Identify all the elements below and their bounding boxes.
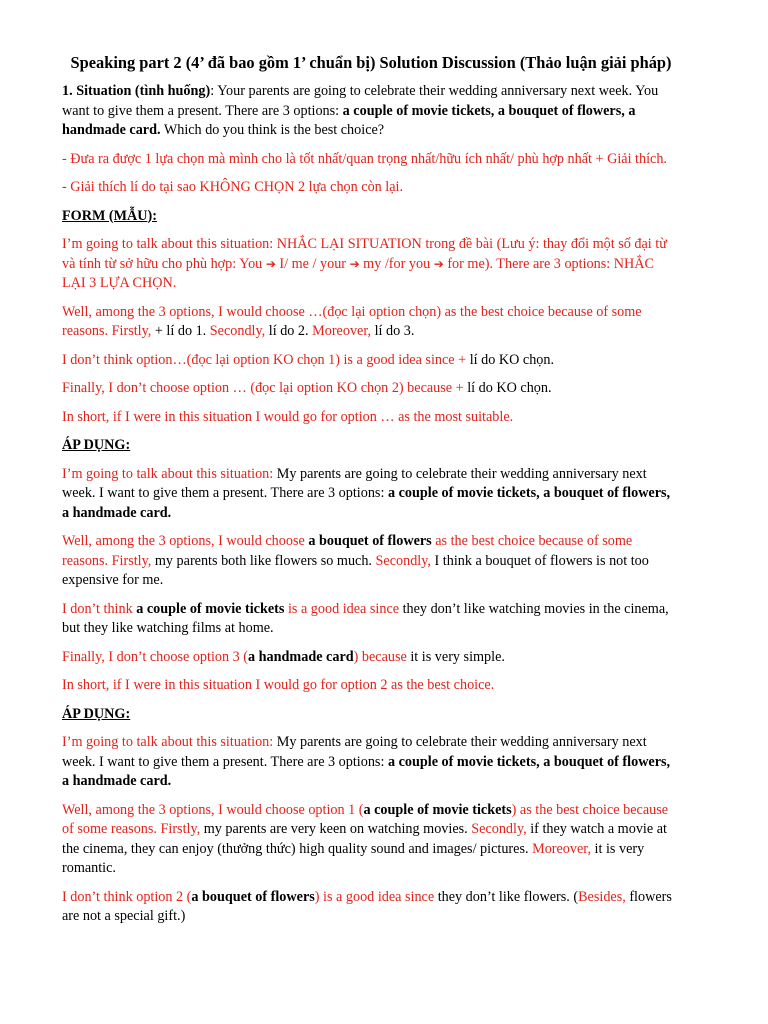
apply2-p2-reason-2: if they watch a movie at the cinema, they can enjoy (thưởng thức) high quality sound and images/ pictures.	[62, 821, 667, 857]
apply1-p2-text-c: as the best choice because of some reasons. Firstly,	[62, 533, 633, 569]
page-title: Speaking part 2 (4’ đã bao gồm 1’ chuẩn bị) Solution Discussion (Thảo luận giải pháp)	[70, 53, 672, 72]
form-p2-reason-1: + lí do 1.	[154, 323, 210, 339]
situation-options: a couple of movie tickets, a bouquet of flowers, a handmade card.	[62, 102, 636, 138]
apply1-p2-reason-1: my parents both like flowers so much.	[154, 552, 376, 569]
apply1-p3-text-c: is a good idea since	[284, 600, 403, 617]
apply2-p2-text-c: ) as the best choice because of some reasons. Firstly,	[62, 801, 669, 837]
form-paragraph-1	[62, 235, 680, 294]
apply1-p2-reason-2: I think a bouquet of flowers is not too expensive for me.	[62, 552, 649, 588]
apply1-p2-secondly: Secondly,	[375, 552, 435, 569]
situation-text-1: : Your parents are going to celebrate their wedding anniversary next week. You want to give them a present. There are 3 options:	[62, 83, 659, 119]
instruction-1: - Đưa ra được 1 lựa chọn mà mình cho là tốt nhất/quan trọng nhất/hữu ích nhất/ phù hợp nhất + Giải thích.	[62, 150, 667, 167]
apply1-p3-option: a couple of movie tickets	[136, 600, 285, 617]
arrow-icon: ➔	[349, 256, 360, 271]
apply2-p1-options: a couple of movie tickets, a bouquet of flowers, a handmade card.	[62, 753, 671, 789]
apply2-p3-reason: they don’t like flowers. (	[437, 888, 579, 905]
apply1-p1-text-a: I’m going to talk about this situation:	[62, 465, 277, 482]
apply1-paragraph-5: In short, if I were in this situation I would go for option 2 as the best choice.	[62, 677, 495, 693]
form-p1-text-a: I’m going to talk about this situation: NHẮC LẠI SITUATION trong đề bài (Lưu ý: thay đổi một số đại từ và tính từ sở hữu cho phù hợp: You	[62, 236, 667, 272]
apply2-p2-choice: a couple of movie tickets	[363, 801, 512, 818]
form-p4-text-b: lí do KO chọn.	[467, 380, 552, 396]
apply1-p4-option: a handmade card	[248, 648, 354, 665]
form-p2-secondly: Secondly,	[209, 323, 269, 339]
apply1-paragraph-2	[62, 532, 680, 591]
form-p1-text-d: for me). There are 3 options: NHẮC LẠI 3 LỰA CHỌN.	[62, 255, 654, 291]
apply2-p3-text-a: I don’t think option 2 (	[62, 888, 192, 905]
apply1-p4-text-a: Finally, I don’t choose option 3 (	[62, 648, 248, 665]
form-p4-text-a: Finally, I don’t choose option … (đọc lại option KO chọn 2) because +	[62, 380, 468, 396]
form-heading: FORM (MẪU):	[62, 207, 157, 224]
form-p2-reason-3: lí do 3.	[374, 323, 415, 339]
form-paragraph-3	[62, 351, 680, 371]
arrow-icon: ➔	[433, 256, 444, 271]
apply1-paragraph-4	[62, 648, 680, 668]
apply2-p2-moreover: Moreover,	[532, 840, 595, 857]
apply2-p3-reason-2: flowers are not a special gift.)	[62, 888, 672, 924]
form-p3-text-a: I don’t think option…(đọc lại option KO chọn 1) is a good idea since +	[62, 351, 470, 368]
apply2-p1-text-b: My parents are going to celebrate their wedding anniversary next week. I want to give them a present. There are 3 options:	[62, 734, 647, 770]
apply2-p2-text-a: Well, among the 3 options, I would choose option 1 (	[62, 801, 364, 818]
form-paragraph-5: In short, if I were in this situation I would go for option … as the most suitable.	[62, 408, 514, 425]
form-paragraph-4	[62, 379, 680, 399]
apply1-p2-text-a: Well, among the 3 options, I would choose	[62, 533, 309, 549]
apply2-p3-besides: Besides,	[578, 888, 630, 905]
apply1-paragraph-1	[62, 465, 680, 524]
apply-heading-2: ÁP DỤNG:	[62, 705, 131, 722]
apply2-paragraph-3	[62, 888, 680, 927]
apply-heading-1: ÁP DỤNG:	[62, 437, 131, 453]
apply1-p1-text-b: My parents are going to celebrate their wedding anniversary next week. I want to give them a present. There are 3 options:	[62, 465, 647, 501]
instruction-2: - Giải thích lí do tại sao KHÔNG CHỌN 2 lựa chọn còn lại.	[62, 179, 404, 195]
apply1-p3-reason: they don’t like watching movies in the cinema, but they like watching films at home.	[62, 600, 669, 636]
situation-label: 1. Situation (tình huống)	[62, 83, 211, 99]
apply2-p2-secondly: Secondly,	[471, 821, 531, 837]
apply1-p3-text-a: I don’t think	[62, 600, 137, 617]
apply1-p4-text-c: ) because	[353, 648, 411, 665]
apply1-p2-choice: a bouquet of flowers	[308, 533, 432, 549]
situation-paragraph	[62, 82, 680, 141]
apply2-paragraph-1	[62, 733, 680, 792]
apply1-paragraph-3	[62, 600, 680, 639]
arrow-icon: ➔	[265, 256, 276, 271]
form-p3-text-b: lí do KO chọn.	[469, 351, 555, 368]
form-p2-reason-2: lí do 2.	[268, 323, 313, 339]
apply2-p2-reason-3: it is very romantic.	[62, 840, 645, 876]
situation-text-2: Which do you think is the best choice?	[160, 122, 385, 138]
form-p1-text-b: I/ me / your	[275, 255, 350, 272]
apply2-p3-option: a bouquet of flowers	[191, 888, 315, 905]
apply1-p4-reason: it is very simple.	[410, 648, 505, 665]
apply2-p2-reason-1: my parents are very keen on watching movies.	[203, 821, 472, 837]
form-p2-moreover: Moreover,	[312, 323, 375, 339]
apply2-p1-text-a: I’m going to talk about this situation:	[62, 734, 277, 750]
apply2-p3-text-c: ) is a good idea since	[314, 888, 438, 905]
form-p2-text-a: Well, among the 3 options, I would choose …(đọc lại option chọn) as the best choice because of some reasons. Firstly,	[62, 303, 642, 339]
form-paragraph-2	[62, 303, 680, 342]
apply1-p1-options: a couple of movie tickets, a bouquet of flowers, a handmade card.	[62, 485, 671, 521]
form-p1-text-c: my /for you	[359, 255, 434, 272]
apply2-paragraph-2	[62, 801, 680, 879]
